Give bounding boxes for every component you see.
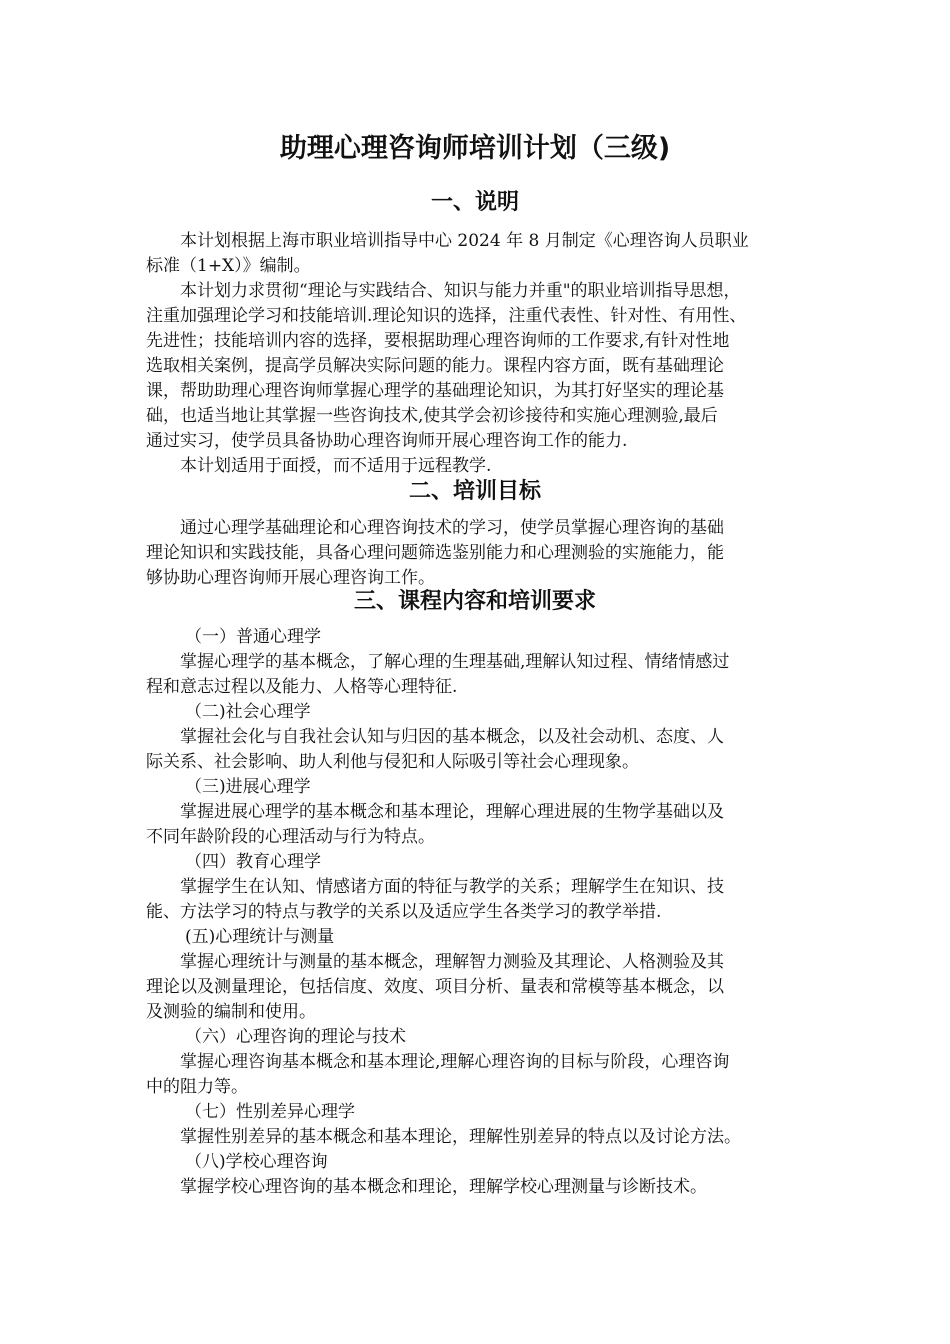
paragraph-line: 本计划力求贯彻“理论与实践结合、知识与能力并重"的职业培训指导思想， bbox=[180, 281, 741, 301]
paragraph-line: 通过实习，使学员具备协助心理咨询师开展心理咨询工作的能力. bbox=[146, 431, 628, 451]
paragraph-line: 掌握心理咨询基本概念和基本理论,理解心理咨询的目标与阶段，心理咨询 bbox=[180, 1052, 730, 1072]
course-heading-gender-differences: （七）性别差异心理学 bbox=[185, 1102, 355, 1122]
section-heading-training-goals: 二、培训目标 bbox=[408, 479, 541, 504]
paragraph-line: 理论知识和实践技能，具备心理问题筛选鉴别能力和心理测验的实施能力，能 bbox=[146, 543, 724, 563]
course-heading-statistics-measurement: (五)心理统计与测量 bbox=[185, 927, 335, 947]
paragraph-line: 标准（1+X）》编制。 bbox=[146, 256, 311, 276]
paragraph-line: 掌握学校心理咨询的基本概念和理论，理解学校心理测量与诊断技术。 bbox=[180, 1177, 707, 1197]
paragraph-line: 选取相关案例，提高学员解决实际问题的能力。课程内容方面，既有基础理论 bbox=[146, 356, 724, 376]
paragraph-line: 掌握性别差异的基本概念和基本理论，理解性别差异的特点以及讨论方法。 bbox=[180, 1127, 741, 1147]
paragraph-line: 本计划适用于面授，而不适用于远程教学. bbox=[180, 456, 492, 476]
course-description bbox=[146, 725, 808, 775]
section-heading-course-content: 三、课程内容和培训要求 bbox=[353, 589, 596, 614]
course-heading-educational-psychology: （四）教育心理学 bbox=[185, 852, 321, 872]
course-description bbox=[146, 1125, 808, 1150]
paragraph-line: 本计划根据上海市职业培训指导中心 2024 年 8 月制定《心理咨询人员职业 bbox=[180, 231, 749, 251]
paragraph-line: 课，帮助助理心理咨询师掌握心理学的基础理论知识，为其打好坚实的理论基 bbox=[146, 381, 724, 401]
paragraph-goals bbox=[146, 516, 808, 591]
paragraph-line: 掌握学生在认知、情感诸方面的特征与教学的关系；理解学生在知识、技 bbox=[180, 877, 724, 897]
paragraph-line: 够协助心理咨询师开展心理咨询工作。 bbox=[146, 568, 435, 588]
paragraph-line: 础，也适当地让其掌握一些咨询技术,使其学会初诊接待和实施心理测验,最后 bbox=[146, 406, 718, 426]
paragraph-basis bbox=[146, 229, 808, 279]
course-heading-social-psychology: （二)社会心理学 bbox=[185, 702, 311, 722]
course-heading-developmental-psychology: （三)进展心理学 bbox=[185, 777, 311, 797]
paragraph-guideline bbox=[146, 279, 808, 454]
paragraph-line: 掌握心理学的基本概念，了解心理的生理基础,理解认知过程、情绪情感过 bbox=[180, 652, 730, 672]
paragraph-line: 理论以及测量理论，包括信度、效度、项目分析、量表和常模等基本概念，以 bbox=[146, 977, 724, 997]
course-heading-general-psychology: （一）普通心理学 bbox=[185, 627, 321, 647]
paragraph-applicability bbox=[146, 454, 808, 479]
document-title: 助理心理咨询师培训计划（三级) bbox=[279, 133, 671, 164]
paragraph-line: 能、方法学习的特点与教学的关系以及适应学生各类学习的教学举措. bbox=[146, 902, 662, 922]
section-heading-explanation: 一、说明 bbox=[430, 190, 519, 215]
course-description bbox=[146, 875, 808, 925]
paragraph-line: 掌握进展心理学的基本概念和基本理论，理解心理进展的生物学基础以及 bbox=[180, 802, 724, 822]
course-heading-counseling-theory: （六）心理咨询的理论与技术 bbox=[185, 1027, 406, 1047]
paragraph-line: 掌握社会化与自我社会认知与归因的基本概念，以及社会动机、态度、人 bbox=[180, 727, 724, 747]
paragraph-line: 掌握心理统计与测量的基本概念，理解智力测验及其理论、人格测验及其 bbox=[180, 952, 724, 972]
paragraph-line: 中的阻力等。 bbox=[146, 1077, 248, 1097]
paragraph-line: 不同年龄阶段的心理活动与行为特点。 bbox=[146, 827, 435, 847]
paragraph-line: 通过心理学基础理论和心理咨询技术的学习，使学员掌握心理咨询的基础 bbox=[180, 518, 724, 538]
course-description bbox=[146, 950, 808, 1025]
course-heading-school-counseling: （八)学校心理咨询 bbox=[185, 1152, 328, 1172]
paragraph-line: 际关系、社会影响、助人利他与侵犯和人际吸引等社会心理现象。 bbox=[146, 752, 639, 772]
paragraph-line: 程和意志过程以及能力、人格等心理特征. bbox=[146, 677, 458, 697]
course-description bbox=[146, 1175, 808, 1200]
course-description bbox=[146, 650, 808, 700]
paragraph-line: 注重加强理论学习和技能培训.理论知识的选择，注重代表性、针对性、有用性、 bbox=[146, 306, 747, 326]
course-description bbox=[146, 1050, 808, 1100]
paragraph-line: 先进性；技能培训内容的选择，要根据助理心理咨询师的工作要求,有针对性地 bbox=[146, 331, 730, 351]
paragraph-line: 及测验的编制和使用。 bbox=[146, 1002, 316, 1022]
course-description bbox=[146, 800, 808, 850]
